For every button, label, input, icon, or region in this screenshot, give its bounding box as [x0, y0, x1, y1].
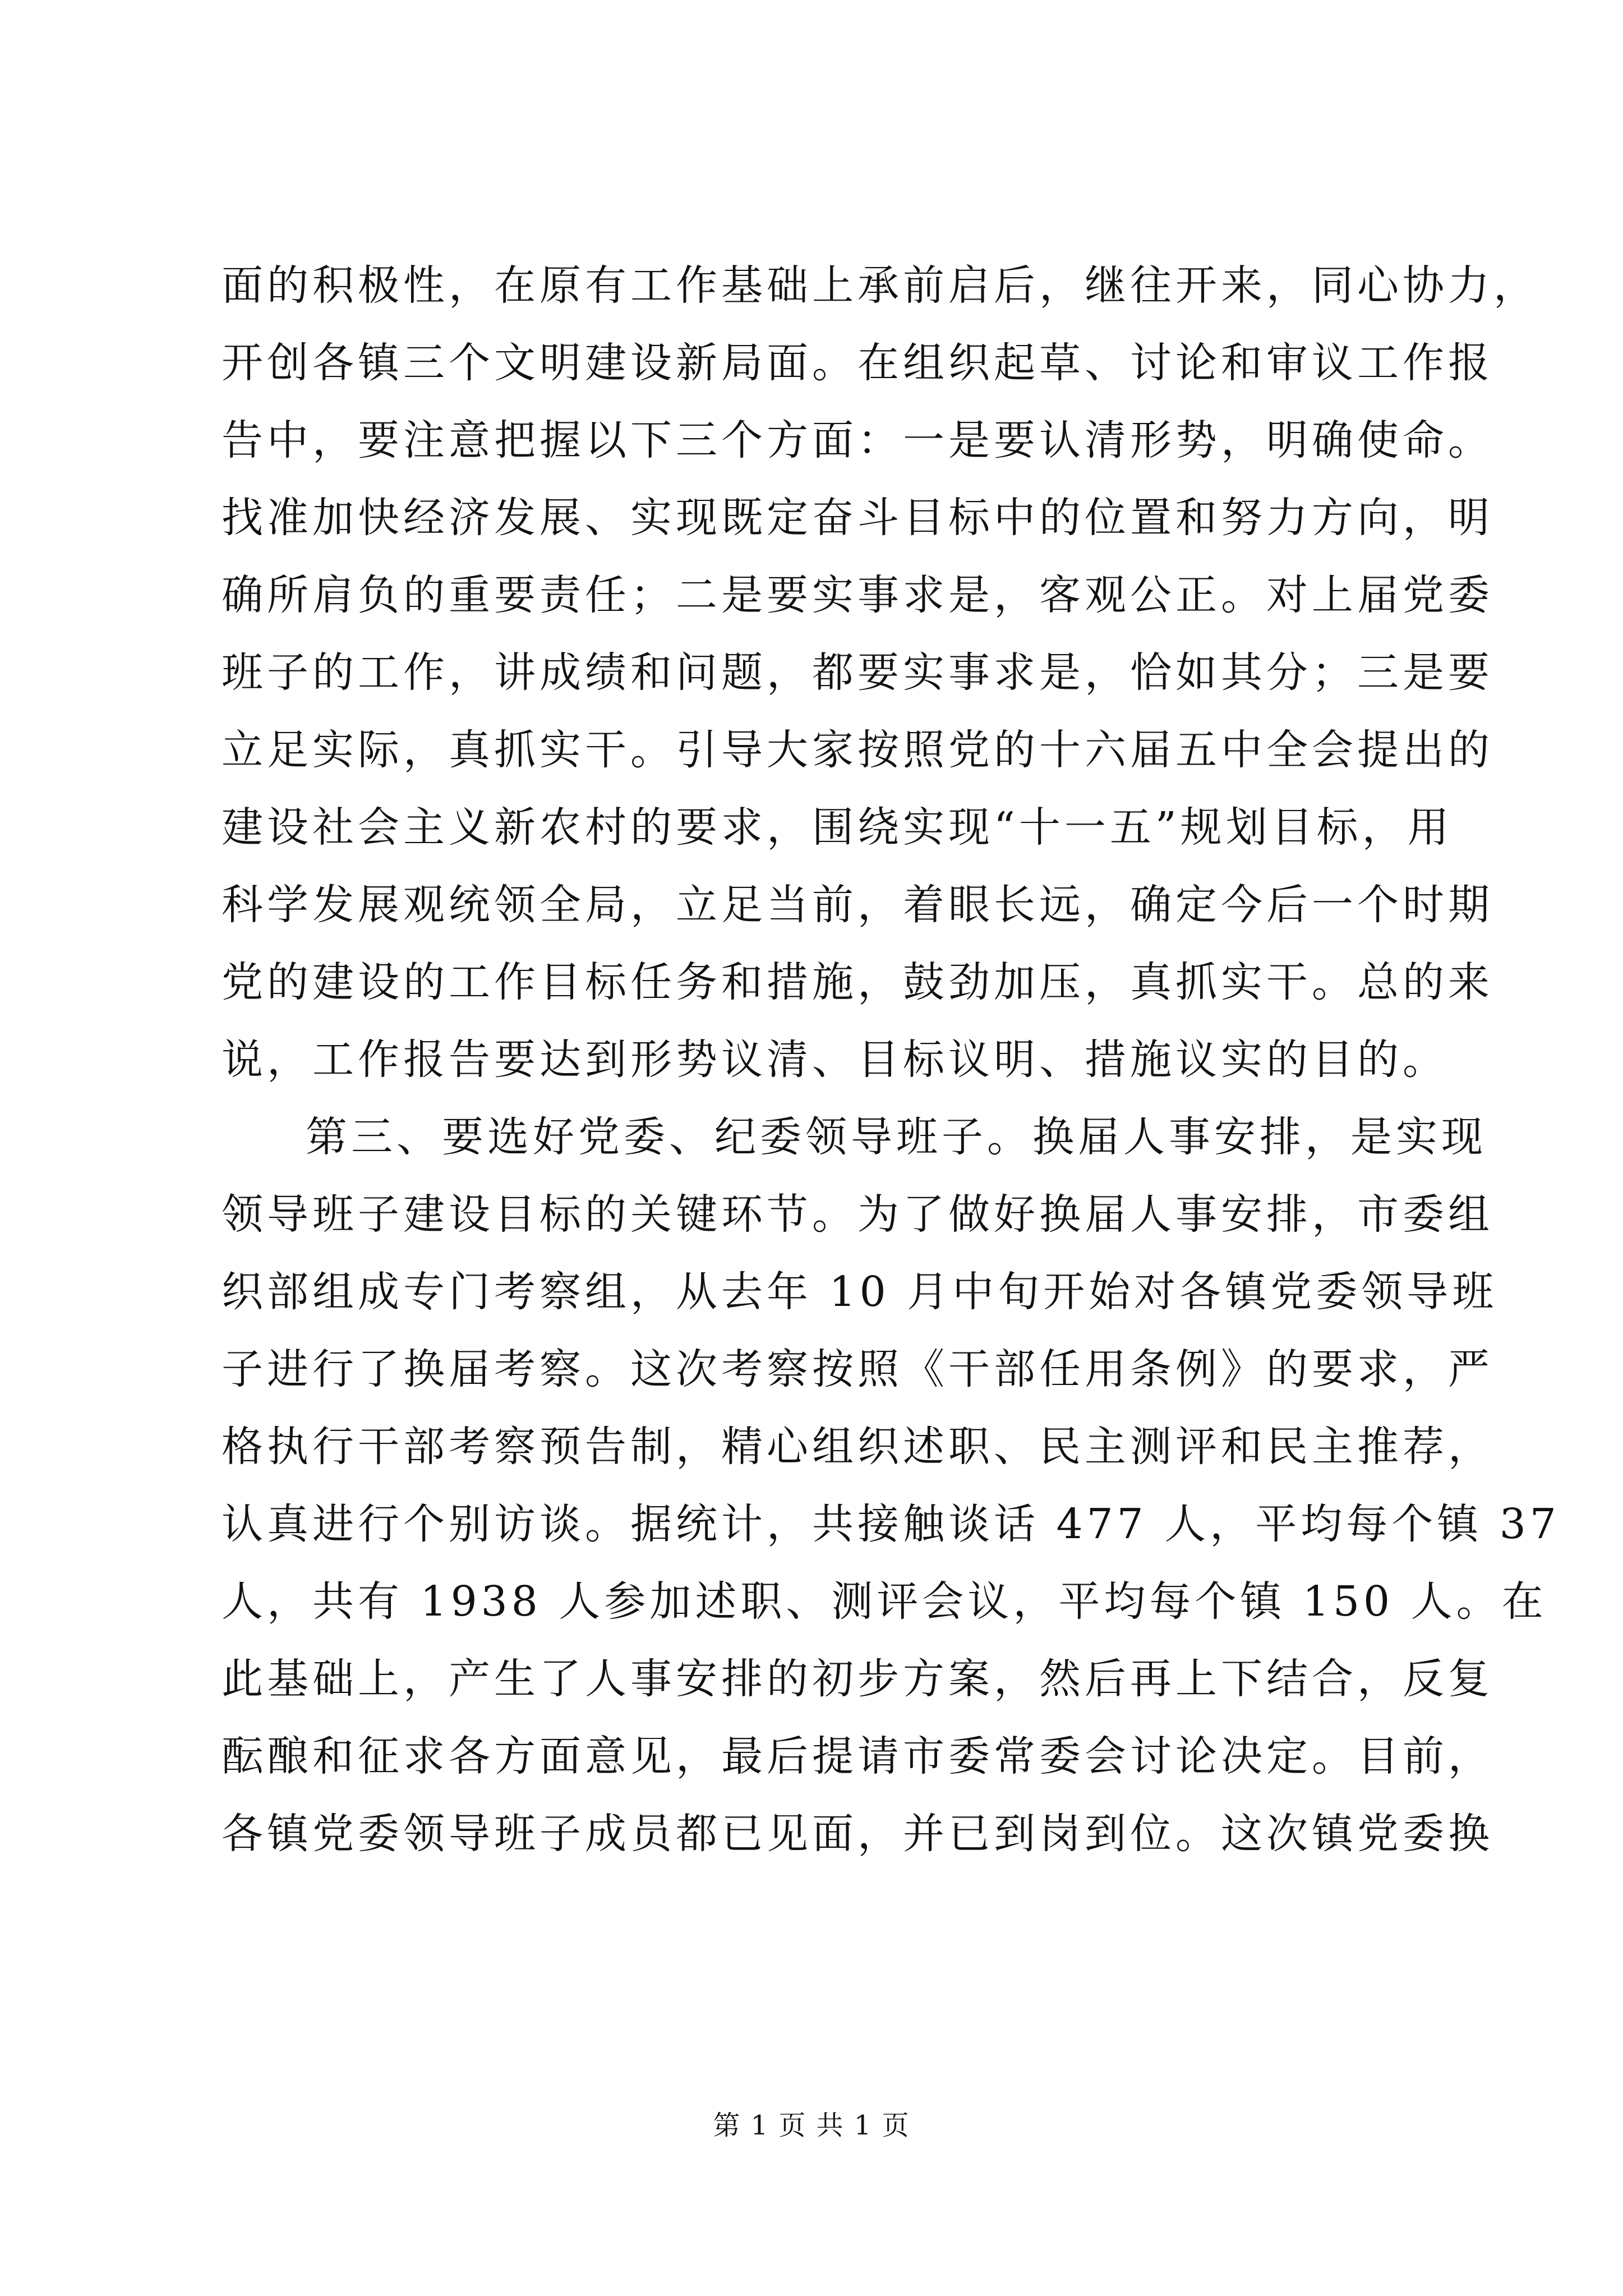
text-line: 班子的工作，讲成绩和问题，都要实事求是，恰如其分；三是要 — [222, 648, 1493, 697]
page-number-label: 第 1 页 共 1 页 — [713, 2110, 910, 2141]
text-line: 格执行干部考察预告制，精心组织述职、民主测评和民主推荐， — [222, 1423, 1493, 1471]
text-line: 找准加快经济发展、实现既定奋斗目标中的位置和努力方向，明 — [222, 494, 1493, 542]
text-line: 领导班子建设目标的关键环节。为了做好换届人事安排，市委组 — [222, 1190, 1493, 1239]
text-line: 子进行了换届考察。这次考察按照《干部任用条例》的要求，严 — [222, 1345, 1493, 1393]
text-line: 说，工作报告要达到形势议清、目标议明、措施议实的目的。 — [222, 1036, 1448, 1084]
text-line: 酝酿和征求各方面意见，最后提请市委常委会讨论决定。目前， — [222, 1732, 1493, 1780]
page-footer — [0, 2104, 1623, 2142]
text-line: 立足实际，真抓实干。引导大家按照党的十六届五中全会提出的 — [222, 726, 1493, 774]
text-line: 建设社会主义新农村的要求，围绕实现“十一五”规划目标，用 — [222, 803, 1453, 852]
text-line: 此基础上，产生了人事安排的初步方案，然后再上下结合，反复 — [222, 1655, 1493, 1703]
text-line: 面的积极性，在原有工作基础上承前启后，继往开来，同心协力， — [222, 261, 1539, 310]
text-line: 织部组成专门考察组，从去年 10 月中旬开始对各镇党委领导班 — [222, 1268, 1498, 1316]
body-text — [222, 247, 1560, 1872]
text-line: 确所肩负的重要责任；二是要实事求是，客观公正。对上届党委 — [222, 571, 1493, 619]
text-line: 人，共有 1938 人参加述职、测评会议，平均每个镇 150 人。在 — [222, 1577, 1547, 1626]
text-line: 开创各镇三个文明建设新局面。在组织起草、讨论和审议工作报 — [222, 339, 1493, 387]
text-line: 各镇党委领导班子成员都已见面，并已到岗到位。这次镇党委换 — [222, 1810, 1493, 1858]
text-line: 科学发展观统领全局，立足当前，着眼长远，确定今后一个时期 — [222, 881, 1493, 929]
text-line: 告中，要注意把握以下三个方面：一是要认清形势，明确使命。 — [222, 416, 1493, 464]
paragraph-start-line: 第三、要选好党委、纪委领导班子。换届人事安排，是实现 — [306, 1113, 1487, 1161]
text-line: 认真进行个别访谈。据统计，共接触谈话 477 人，平均每个镇 37 — [222, 1500, 1560, 1548]
text-line: 党的建设的工作目标任务和措施，鼓劲加压，真抓实干。总的来 — [222, 958, 1493, 1006]
